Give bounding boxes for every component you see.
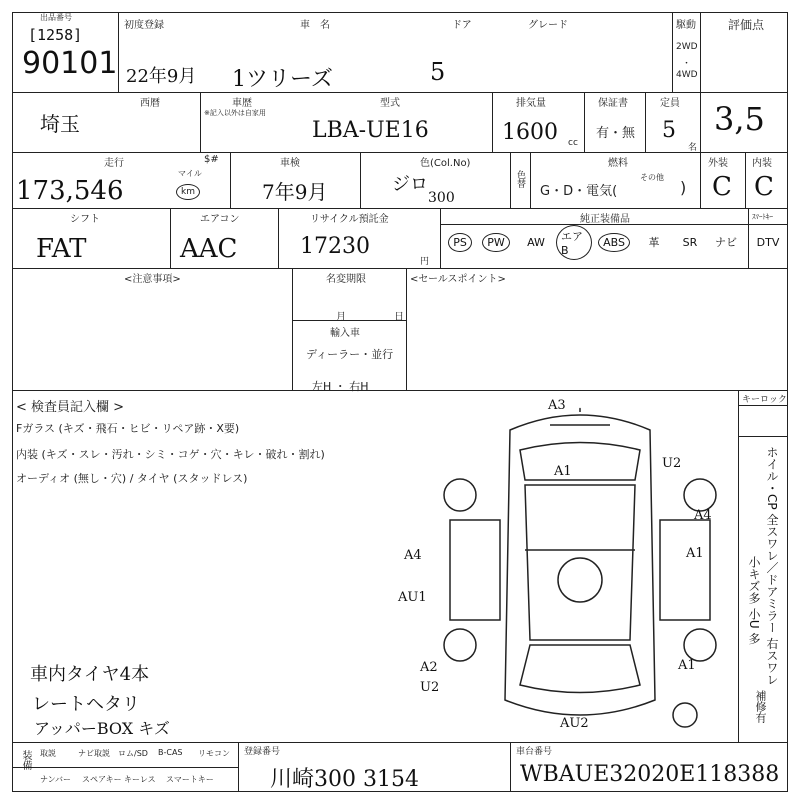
- mileage-label: 走行: [104, 158, 124, 169]
- chassis-label: 車台番号: [516, 747, 553, 757]
- drive-4wd: 4WD: [676, 70, 698, 80]
- lot-bracket: [1258]: [28, 26, 83, 44]
- displacement-label: 排気量: [516, 98, 546, 109]
- car-diagram: [430, 400, 730, 735]
- equipment-item-label: PW: [482, 233, 510, 252]
- footer-bottom-cell: スマートキー: [166, 775, 214, 784]
- smart-key-label: ｽﾏｰﾄｷｰ: [752, 213, 773, 221]
- history-label: 車歴: [232, 98, 252, 109]
- glass-line: Fガラス (キズ・飛石・ヒビ・リペア跡・X要): [16, 422, 240, 435]
- lot-number-label: 出品番号: [40, 13, 72, 22]
- damage-marker: A4: [694, 508, 712, 523]
- damage-marker: A4: [404, 548, 422, 563]
- equipment-item-label: エアB: [556, 225, 592, 260]
- damage-marker: AU2: [560, 716, 589, 731]
- handwritten-note-2: レートヘタリ: [32, 694, 140, 715]
- keylock-label: キーロック: [742, 395, 787, 405]
- dealer-label: ディーラー・並行: [306, 348, 394, 361]
- recycle-label: リサイクル預託金: [310, 214, 389, 225]
- damage-marker: U2: [420, 680, 440, 695]
- footer-top-cell: ロム/SD: [118, 749, 148, 758]
- handwritten-note-1: 車内タイヤ4本: [30, 664, 150, 685]
- equipment-item-label: ナビ: [715, 236, 737, 249]
- title-change-label: 名変期限: [326, 274, 366, 285]
- damage-marker: A1: [554, 464, 572, 479]
- aircon-label: エアコン: [200, 214, 240, 225]
- fuel-value: G・D・電気(: [540, 184, 618, 199]
- meter-label: $#: [204, 154, 219, 165]
- damage-marker: A2: [420, 660, 438, 675]
- equipment-item: [750, 225, 786, 259]
- plate-label: 登録番号: [244, 747, 281, 757]
- footer-top-cell: リモコン: [198, 749, 230, 758]
- score-value: 3,5: [714, 100, 765, 138]
- type-label: 型式: [380, 98, 400, 109]
- equipment-item: [556, 225, 592, 259]
- equipment-item: [636, 225, 672, 259]
- region: 埼玉: [40, 112, 80, 136]
- footer-bottom-cell: スペアキー: [82, 775, 122, 784]
- interior-label: 内装: [752, 158, 772, 169]
- audio-line: オーディオ (無し・穴) / タイヤ (スタッドレス): [16, 472, 248, 485]
- plate-value: 川崎300 3154: [270, 767, 419, 792]
- capacity-label: 定員: [660, 98, 680, 109]
- import-label: 輸入車: [330, 328, 360, 339]
- handwritten-note-3: アッパーBOX キズ: [34, 719, 170, 738]
- footer-bottom-cell: ナンバー: [40, 775, 72, 784]
- equipment-item-label: DTV: [756, 235, 780, 249]
- footer-top-cell: 取説: [40, 749, 56, 758]
- warranty-label: 保証書: [598, 98, 628, 109]
- month-label: 月: [336, 312, 346, 323]
- equipment-item-label: ABS: [598, 233, 630, 252]
- model-name: 1ツリーズ: [232, 67, 333, 92]
- color-value: ジロ: [392, 174, 428, 195]
- equipment-item: [596, 225, 632, 259]
- mileage-unit-km: km: [176, 184, 200, 200]
- inspector-title: < 検査員記入欄 >: [16, 400, 125, 415]
- displacement-value: 1600: [502, 120, 558, 145]
- chassis-value: WBAUE32020E118388: [520, 762, 780, 787]
- recycle-value: 17230: [300, 234, 370, 259]
- lot-number: 90101: [22, 46, 118, 81]
- mileage-unit-mile: マイル: [178, 169, 202, 178]
- footer-top-cell: ナビ取説: [78, 749, 110, 758]
- capacity-value: 5: [662, 118, 676, 143]
- repair-label: 補修有: [754, 690, 767, 723]
- color-code: 300: [428, 190, 455, 206]
- equipment-item: [478, 225, 514, 259]
- damage-marker: AU1: [398, 590, 427, 605]
- equipment-item: [708, 225, 744, 259]
- shift-label: シフト: [70, 214, 100, 225]
- exterior-label: 外装: [708, 158, 728, 169]
- equipment-label: 純正装備品: [580, 214, 630, 225]
- drive-2wd: 2WD: [676, 42, 698, 52]
- damage-marker: U2: [662, 456, 682, 471]
- equipment-item: [518, 225, 554, 259]
- fuel-close: ): [680, 178, 687, 197]
- fuel-label: 燃料: [608, 158, 628, 169]
- reg-year-label: 初度登録: [124, 20, 164, 31]
- fuel-other: その他: [640, 173, 664, 182]
- type-value: LBA-UE16: [312, 118, 429, 143]
- capacity-unit: 名: [688, 143, 698, 153]
- equipment-item-label: 革: [648, 236, 660, 249]
- recycle-unit: 円: [420, 257, 430, 267]
- grade-label: グレード: [528, 20, 568, 31]
- inspection-label: 車検: [280, 158, 300, 169]
- equipment-item: [442, 225, 478, 259]
- score-label: 評価点: [728, 18, 765, 32]
- equipment-item-label: PS: [448, 233, 472, 252]
- drive-label: 駆動: [676, 20, 696, 31]
- exterior-value: C: [712, 172, 732, 202]
- caution-label: <注意事項>: [124, 274, 181, 285]
- day-label: 日: [394, 312, 404, 323]
- footer-top-cell: B-CAS: [158, 748, 183, 757]
- mileage-value: 173,546: [16, 176, 124, 206]
- interior-value: C: [754, 172, 774, 202]
- steering-label: 左H ・ 右H: [312, 380, 369, 393]
- wheel-note-2: 小キズ多 小U 多: [747, 556, 761, 645]
- damage-marker: A3: [548, 398, 566, 413]
- displacement-unit: cc: [568, 138, 578, 148]
- equipment-item: [672, 225, 708, 259]
- footer-bottom-cell: キーレス: [124, 775, 156, 784]
- damage-marker: A1: [686, 546, 704, 561]
- reg-year-value: 22年9月: [126, 66, 197, 87]
- maker-label: 車 名: [300, 20, 330, 31]
- equipment-item-label: AW: [527, 235, 545, 249]
- equipment-item-label: SR: [682, 235, 698, 249]
- damage-marker: A1: [678, 658, 696, 673]
- sales-point-label: <セールスポイント>: [410, 274, 506, 285]
- warranty-value: 有・無: [596, 126, 636, 141]
- west-label: 西暦: [140, 98, 160, 109]
- doors-value: 5: [430, 58, 446, 86]
- doors-label: ドア: [452, 20, 472, 31]
- aircon-value: AAC: [180, 234, 238, 264]
- footer-equipment-label: 装備: [20, 750, 31, 770]
- history-note: ※記入以外は自家用: [204, 109, 266, 117]
- inspection-value: 7年9月: [262, 180, 328, 204]
- shift-value: FAT: [36, 234, 87, 264]
- color-label: 色(Col.No): [420, 158, 471, 169]
- color-change: 色替: [515, 170, 525, 188]
- interior-line: 内装 (キズ・スレ・汚れ・シミ・コゲ・穴・キレ・破れ・割れ): [16, 448, 325, 461]
- drive-dot: ・: [682, 59, 692, 69]
- wheel-note: ホイル・CP 全スワレ／ドアミラー 右スワレ: [765, 446, 779, 686]
